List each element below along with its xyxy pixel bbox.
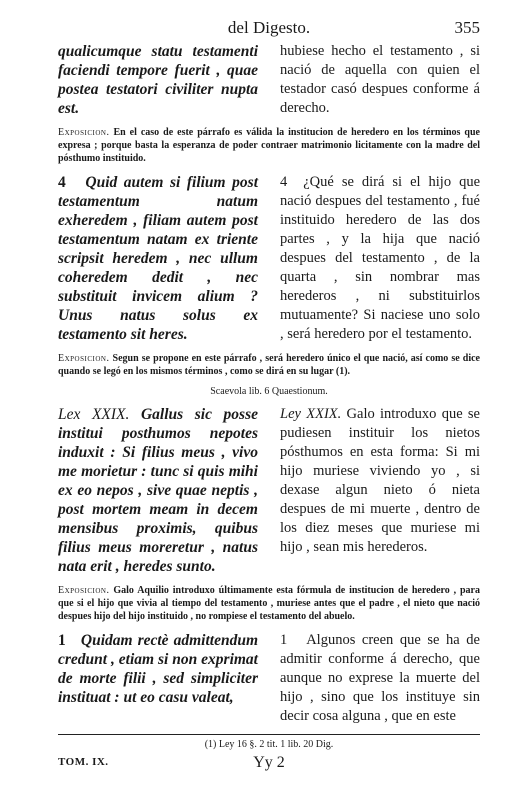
exposition-label: Exposicion. [58, 127, 110, 138]
exposition-text: Segun se propone en este párrafo , será heredero único el que nació, así como se dice quando se legó en los mismos términos , como se dirá en su lugar (1). [58, 353, 480, 377]
latin-text-1: qualicumque statu testamenti faciendi tempore fuerit , quae postea testatori civiliter nupta est. [58, 43, 258, 117]
page [58, 18, 480, 776]
section-number: 4 [280, 174, 288, 190]
spanish-body: Algunos creen que se ha de admitir conforme á derecho, que aunque no exprese la muerte del hijo , sino que los instituye sin decir cosa alguna , que en este [280, 632, 480, 724]
spanish-body: ¿Qué se dirá si el hijo que nació despues del testamento , fué instituido heredero de las dos partes , y la hija que nació despues del testamento , de la quarta , sin nombrar mas herederos , ni substituirlos mutuamente? Si naciese uno solo , será heredero por el testamento. [280, 174, 481, 342]
paragraph-block-4 [58, 631, 480, 726]
running-title: del Digesto. [227, 18, 311, 37]
law-title: Ley XXIX. [280, 406, 342, 422]
footnote-rule [58, 734, 480, 735]
spanish-text-4 [280, 631, 480, 726]
spanish-text-2 [280, 173, 480, 344]
latin-text-2 [58, 173, 258, 344]
section-number: 4 [58, 174, 66, 191]
footnote: (1) Ley 16 §. 2 tit. 1 lib. 20 Dig. [204, 739, 334, 750]
spanish-text-1: hubiese hecho el testamento , si nació de aquella con quien el testador casó despues conforme á derecho. [280, 43, 480, 116]
source-citation: Scaevola lib. 6 Quaestionum. [210, 386, 328, 397]
exposition-label: Exposicion. [58, 585, 110, 596]
section-number: 1 [280, 632, 288, 648]
latin-text-3 [58, 405, 258, 576]
exposition-2 [58, 352, 480, 378]
exposition-text: Galo Aquilio introduxo últimamente esta fórmula de institucion de heredero , para que si el hijo que vivia al tiempo del testamento , muriese antes que el padre , el nieto que nació despues hijo del hijo instituido , no rompiese el testamento del abuelo. [58, 585, 480, 622]
volume-label: TOM. IX. [58, 756, 109, 768]
page-number: 355 [454, 18, 480, 37]
page-footer [58, 754, 480, 776]
signature-mark: Yy 2 [253, 754, 285, 771]
law-title: Lex XXIX. [58, 406, 130, 423]
latin-text-4 [58, 631, 258, 726]
latin-body: Gallus sic posse institui posthumos nepotes induxit : Si filius meus , vivo me morietur : tunc si quis mihi ex eo nepos , sive quae neptis , post mortem meam in decem mensibus proximis, quibus filius meus moreretur , natus nata erit , heredes sunto. [58, 406, 259, 575]
section-number: 1 [58, 632, 66, 649]
spanish-text-3 [280, 405, 480, 576]
paragraph-block-1 [58, 42, 480, 118]
exposition-label: Exposicion. [58, 353, 110, 364]
paragraph-block-3 [58, 405, 480, 576]
latin-body: Quid autem si filium post testamentum natum exheredem , filiam autem post testamentum natam ex triente scripsit heredem , nec ullum coheredem dedit , nec substituit invicem alium ? Unus natus solus ex testamento sit heres. [58, 174, 258, 343]
paragraph-block-2 [58, 173, 480, 344]
exposition-3 [58, 584, 480, 623]
spanish-body: Galo introduxo que se pudiesen instituir los nietos pósthumos en esta forma: Si mi hijo muriese viviendo yo , si dexase algun nieto ó nieta despues de mi muerte , dentro de los diez meses que muriese mi hijo , sean mis herederos. [280, 406, 480, 555]
latin-body: Quidam rectè admittendum credunt , etiam si non exprimat de morte filii , sed simpliciter instituat : ut eo casu valeat, [58, 632, 259, 706]
running-head [58, 18, 480, 42]
exposition-1 [58, 126, 480, 165]
exposition-text: En el caso de este párrafo es válida la institucion de heredero en los términos que expresa ; porque basta la esperanza de poder contraer matrimonio licitamente con la madre del pósthumo instituido. [58, 127, 480, 164]
